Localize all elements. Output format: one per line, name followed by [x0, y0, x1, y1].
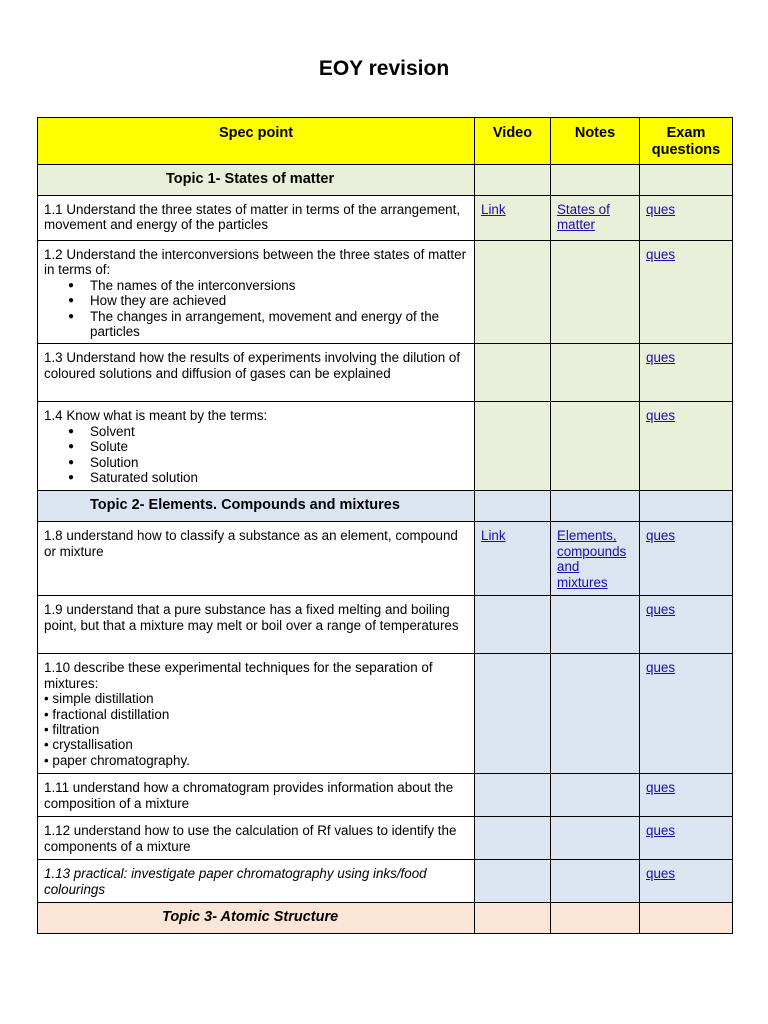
- list-item: ● Solution: [90, 455, 468, 470]
- spec-text: 1.2 Understand the interconversions between the three states of matter in terms of:: [44, 247, 467, 278]
- spec-text: 1.1 Understand the three states of matter in terms of the arrangement, movement and energy of the particles: [38, 196, 475, 241]
- spec-cell: [38, 402, 475, 491]
- spec-text: 1.12 understand how to use the calculation of Rf values to identify the components of a mixture: [38, 817, 475, 860]
- list-item: ● How they are achieved: [90, 293, 468, 308]
- exam-questions-link[interactable]: ques: [646, 247, 676, 262]
- list-item: • simple distillation: [44, 691, 154, 707]
- list-item: • fractional distillation: [44, 706, 170, 722]
- exam-questions-link[interactable]: ques: [646, 780, 676, 796]
- exam-questions-link[interactable]: ques: [646, 528, 676, 544]
- exam-questions-link[interactable]: ques: [646, 866, 676, 882]
- list-item: ● Saturated solution: [90, 470, 468, 485]
- topic-row-1: [38, 165, 733, 196]
- list-item: ● Solvent: [90, 424, 468, 439]
- video-link[interactable]: Link: [481, 528, 506, 544]
- exam-questions-link[interactable]: ques: [646, 660, 676, 676]
- header-notes: Notes: [551, 118, 640, 165]
- table-row: [38, 522, 733, 596]
- spec-text: 1.3 Understand how the results of experiments involving the dilution of coloured solutions and diffusion of gases can be explained: [38, 344, 475, 402]
- list-item: • filtration: [44, 722, 100, 738]
- table-row: [38, 774, 733, 817]
- table-row: [38, 654, 733, 774]
- table-row: [38, 402, 733, 491]
- spec-text: 1.10 describe these experimental techniques for the separation of mixtures:: [44, 660, 433, 691]
- spec-text: 1.4 Know what is meant by the terms:: [44, 408, 268, 424]
- notes-link[interactable]: Elements, compounds and mixtures: [557, 528, 627, 590]
- spec-text: 1.11 understand how a chromatogram provides information about the composition of a mixture: [38, 774, 475, 817]
- topic-row-2: [38, 491, 733, 522]
- video-link[interactable]: Link: [481, 202, 506, 217]
- bullet-list: [44, 278, 468, 340]
- table-row: [38, 196, 733, 241]
- header-exam-questions: Exam questions: [640, 118, 733, 165]
- list-item: ● The names of the interconversions: [90, 278, 468, 293]
- notes-link[interactable]: States of matter: [557, 202, 610, 233]
- header-spec-point: Spec point: [38, 118, 475, 165]
- list-item: • crystallisation: [44, 737, 133, 753]
- table-row: [38, 817, 733, 860]
- page-title: EOY revision: [318, 57, 450, 80]
- spec-text: 1.13 practical: investigate paper chromatography using inks/food colourings: [38, 860, 475, 903]
- spec-text: 1.9 understand that a pure substance has a fixed melting and boiling point, but that a mixture may melt or boil over a range of temperatures: [38, 596, 475, 654]
- list-item: ● Solute: [90, 439, 468, 454]
- topic-title: Topic 2- Elements. Compounds and mixtures: [38, 491, 475, 522]
- topic-row-3: [38, 903, 733, 934]
- list-item: • paper chromatography.: [44, 752, 190, 768]
- spec-cell: [38, 241, 475, 344]
- exam-questions-link[interactable]: ques: [646, 823, 676, 839]
- exam-questions-link[interactable]: ques: [646, 202, 676, 217]
- header-video: Video: [475, 118, 551, 165]
- table-row: [38, 344, 733, 402]
- spec-cell: [38, 654, 475, 774]
- bullet-list: [44, 424, 468, 486]
- header-row: [38, 118, 733, 165]
- exam-questions-link[interactable]: ques: [646, 350, 676, 366]
- table-row: [38, 596, 733, 654]
- table-row: [38, 241, 733, 344]
- topic-title: Topic 1- States of matter: [38, 165, 475, 196]
- spec-text: 1.8 understand how to classify a substance as an element, compound or mixture: [38, 522, 475, 596]
- revision-table: [37, 117, 733, 934]
- exam-questions-link[interactable]: ques: [646, 602, 676, 618]
- table-row: [38, 860, 733, 903]
- exam-questions-link[interactable]: ques: [646, 408, 676, 424]
- topic-title: Topic 3- Atomic Structure: [38, 903, 475, 934]
- list-item: ● The changes in arrangement, movement and energy of the particles: [90, 309, 468, 340]
